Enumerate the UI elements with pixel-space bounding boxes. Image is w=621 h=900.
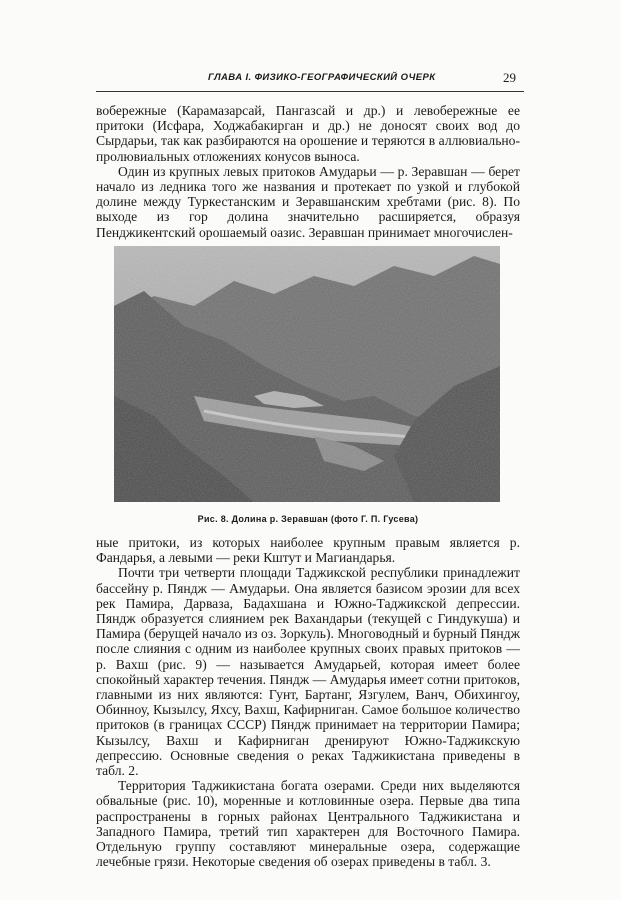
paragraph: Территория Таджикистана богата озерами. Среди них выделяются обвальные (рис. 10), моренные и котловинные озера. Первые два типа распространены в горных районах Центрального Таджикистана и Западного Памира, третий тип характерен для Восточного Памира. Отдельную группу составляют минеральные озера, содержащие лечебные грязи. Некоторые сведения об озерах приведены в табл. 3. [96, 778, 520, 870]
running-title: ГЛАВА I. ФИЗИКО-ГЕОГРАФИЧЕСКИЙ ОЧЕРК [208, 72, 436, 83]
paragraph: ные притоки, из которых наиболее крупным правым является р. Фандарья, а левыми — реки Кштут и Магиандарья. [96, 535, 520, 566]
valley-photo-illustration [114, 246, 500, 502]
text-block-top [96, 103, 520, 240]
text-block-bottom [96, 535, 520, 869]
paragraph: вобережные (Карамазарсай, Пангазсай и др.) и левобережные ее притоки (Исфара, Ходжабакирган и др.) не доносят своих вод до Сырдарьи, так как разбираются на орошение и теряются в аллювиально-пролювиальных отложениях конусов выноса. [96, 103, 520, 164]
header-rule [96, 91, 524, 92]
figure-photo [114, 246, 500, 502]
paragraph: Почти три четверти площади Таджикской республики принадлежит бассейну р. Пяндж — Амударьи. Она является базисом эрозии для всех рек Памира, Дарваза, Бадахшана и Южно-Таджикской депрессии. Пяндж образуется слиянием рек Вахандарьи (текущей с Гиндукуша) и Памира (берущей начало из оз. Зоркуль). Многоводный и бурный Пяндж после слияния с одним из наиболее крупных своих правых притоков — р. Вахш (рис. 9) — называется Амударьей, которая имеет более спокойный характер течения. Пяндж — Амударья имеет сотни притоков, главными из них являются: Гунт, Бартанг, Язгулем, Ванч, Обихингоу, Обинноу, Кызылсу, Яхсу, Вахш, Кафирниган. Самое большое количество притоков (в границах СССР) Пяндж принимает на территории Памира; Кызылсу, Вахш и Кафирниган дренируют Южно-Таджикскую депрессию. Основные сведения о реках Таджикистана приведены в табл. 2. [96, 565, 520, 779]
paragraph: Один из крупных левых притоков Амударьи — р. Зеравшан — берет начало из ледника того же названия и протекает по узкой и глубокой долине между Туркестанским и Зеравшанским хребтами (рис. 8). По выходе из гор долина значительно расширяется, образуя Пенджикентский орошаемый оазис. Зеравшан принимает многочислен- [96, 163, 520, 240]
page-number: 29 [503, 70, 516, 85]
running-header [96, 72, 524, 90]
figure-caption: Рис. 8. Долина р. Зеравшан (фото Г. П. Гусева) [197, 514, 419, 524]
